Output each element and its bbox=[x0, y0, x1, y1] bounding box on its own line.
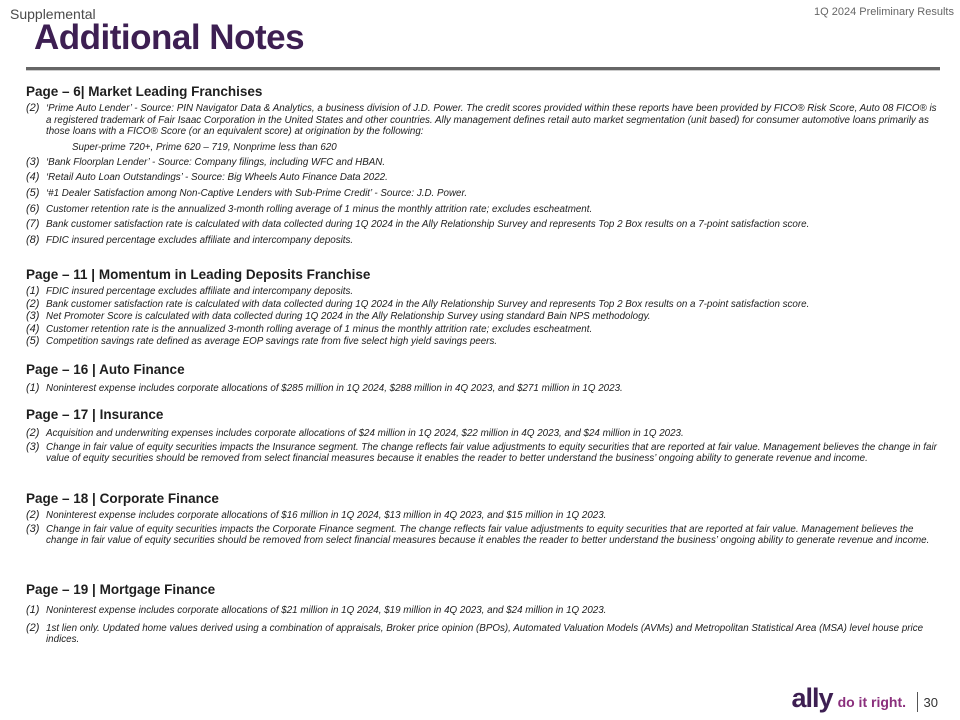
footnote bbox=[26, 324, 938, 336]
logo-wordmark: ally bbox=[791, 683, 833, 713]
section-heading: Page – 16 | Auto Finance bbox=[26, 362, 185, 377]
footnote-text: ‘Prime Auto Lender’ - Source: PIN Navigator Data & Analytics, a business division of J.D. Power. The credit scores provided within these reports have been provided by FICO® Risk Score, Auto 08 FICO® is a registered trademark of Fair Isaac Corporation in the United States and other countries. Ally management defines retail auto market segmentation (unit based) for consumer automotive loans primarily as those loans with a FICO® Score (or an equivalent score) at origination by the following: bbox=[46, 103, 937, 138]
footnote-text: Competition savings rate defined as average EOP savings rate from five select high yield savings peers. bbox=[46, 336, 498, 348]
footnote bbox=[26, 428, 938, 440]
footnote-text: Noninterest expense includes corporate allocations of $16 million in 1Q 2024, $13 million in 4Q 2023, and $15 million in 1Q 2023. bbox=[46, 510, 607, 521]
footnote-text: Noninterest expense includes corporate allocations of $285 million in 1Q 2024, $288 million in 4Q 2023, and $271 million in 1Q 2023. bbox=[46, 383, 623, 394]
page-title: Additional Notes bbox=[34, 18, 305, 57]
kicker: Supplemental bbox=[10, 6, 96, 22]
footnote-text: Net Promoter Score is calculated with data collected during 1Q 2024 in the Ally Relationship Survey using standard Bain NPS methodology. bbox=[46, 311, 651, 323]
footnote bbox=[26, 510, 938, 522]
footnote-text: Change in fair value of equity securities impacts the Insurance segment. The change reflects fair value adjustments to equity securities that are reported at fair value. Management believes the change in fair value of equity securities should be removed from select financial measures because it enables the reader to better understand the business’ ongoing ability to generate revenue and income. bbox=[46, 441, 937, 465]
footnote-text: ‘#1 Dealer Satisfaction among Non-Captive Lenders with Sub-Prime Credit’ - Source: J.D. Power. bbox=[46, 187, 468, 199]
footnote-text: FDIC insured percentage excludes affiliate and intercompany deposits. bbox=[46, 234, 354, 246]
results-label: 1Q 2024 Preliminary Results bbox=[813, 6, 954, 18]
footnote bbox=[26, 442, 938, 465]
footnote-text: ‘Retail Auto Loan Outstandings’ - Source: Big Wheels Auto Finance Data 2022. bbox=[46, 172, 388, 184]
footnote-number: (5) bbox=[26, 186, 40, 199]
footnote-number: (4) bbox=[26, 322, 40, 335]
footnote-number: (2) bbox=[26, 509, 40, 521]
footnote bbox=[26, 524, 938, 547]
score-ranges: Super-prime 720+, Prime 620 – 719, Nonprime less than 620 bbox=[72, 141, 337, 153]
footnote bbox=[26, 605, 938, 617]
ally-logo bbox=[792, 683, 906, 714]
footnote bbox=[26, 172, 938, 184]
footnote-text: Acquisition and underwriting expenses includes corporate allocations of $24 million in 1Q 2024, $22 million in 4Q 2023, and $24 million in 1Q 2023. bbox=[46, 428, 684, 439]
section-page-6 bbox=[26, 84, 938, 250]
logo-tagline: do it right. bbox=[837, 694, 906, 710]
footnote bbox=[26, 157, 938, 169]
title-divider bbox=[26, 67, 940, 70]
footnote bbox=[26, 235, 938, 247]
section-page-18 bbox=[26, 491, 938, 551]
footnote bbox=[26, 383, 938, 395]
section-heading: Page – 19 | Mortgage Finance bbox=[26, 582, 216, 597]
footnote-number: (4) bbox=[26, 171, 40, 184]
section-heading: Page – 17 | Insurance bbox=[26, 407, 164, 422]
footnote-number: (6) bbox=[26, 202, 40, 215]
footnote bbox=[26, 286, 938, 298]
footnote bbox=[26, 204, 938, 216]
footnote-number: (1) bbox=[26, 604, 40, 616]
footnote-number: (5) bbox=[26, 335, 40, 348]
footnote-text: Bank customer satisfaction rate is calculated with data collected during 1Q 2024 in the Ally Relationship Survey and represents Top 2 Box results on a 7-point satisfaction score. bbox=[46, 219, 810, 231]
footnote-text: Customer retention rate is the annualized 3-month rolling average of 1 minus the monthly attrition rate; excludes escheatment. bbox=[46, 203, 593, 215]
footnote-text: 1st lien only. Updated home values derived using a combination of appraisals, Broker price opinion (BPOs), Automated Valuation Models (AVMs) and Metropolitan Statistical Area (MSA) level house price indices. bbox=[46, 622, 924, 646]
footnote-number: (3) bbox=[26, 440, 40, 453]
footnote-number: (1) bbox=[26, 382, 40, 394]
footnote-number: (8) bbox=[26, 233, 40, 246]
section-page-17 bbox=[26, 407, 938, 469]
section-heading: Page – 6| Market Leading Franchises bbox=[26, 84, 263, 99]
footnote-text: Customer retention rate is the annualized 3-month rolling average of 1 minus the monthly attrition rate; excludes escheatment. bbox=[46, 323, 593, 335]
footnote-number: (2) bbox=[26, 297, 40, 310]
footnote-number: (7) bbox=[26, 218, 40, 231]
page-number: 30 bbox=[923, 695, 938, 710]
footnote-number: (3) bbox=[26, 155, 40, 168]
footnote-text: Change in fair value of equity securities impacts the Corporate Finance segment. The change reflects fair value adjustments to equity securities that are reported at fair value. Management believes the change in fair value of equity securities should be removed from select financial measures because it enables the reader to better understand the business’ ongoing ability to generate revenue and income. bbox=[46, 523, 930, 547]
section-page-16 bbox=[26, 362, 938, 399]
page-number-divider bbox=[917, 692, 918, 712]
footnote-number: (3) bbox=[26, 522, 40, 535]
footnote bbox=[26, 311, 938, 323]
section-heading: Page – 18 | Corporate Finance bbox=[26, 491, 219, 506]
footnote-text: FDIC insured percentage excludes affiliate and intercompany deposits. bbox=[46, 286, 354, 297]
footnote bbox=[26, 188, 938, 200]
section-heading: Page – 11 | Momentum in Leading Deposits Franchise bbox=[26, 267, 371, 282]
footnote-number: (2) bbox=[26, 102, 40, 114]
section-page-11 bbox=[26, 267, 938, 349]
footnote bbox=[26, 219, 938, 231]
footnote bbox=[26, 336, 938, 348]
footnote-text: ‘Bank Floorplan Lender’ - Source: Company filings, including WFC and HBAN. bbox=[46, 156, 386, 168]
footnote bbox=[26, 623, 938, 646]
footnote-number: (1) bbox=[26, 285, 40, 297]
footnote-text: Bank customer satisfaction rate is calculated with data collected during 1Q 2024 in the Ally Relationship Survey and represents Top 2 Box results on a 7-point satisfaction score. bbox=[46, 298, 810, 310]
section-page-19 bbox=[26, 582, 938, 650]
footnote bbox=[26, 299, 938, 311]
footnote-number: (3) bbox=[26, 310, 40, 323]
footnote-text: Noninterest expense includes corporate allocations of $21 million in 1Q 2024, $19 million in 4Q 2023, and $24 million in 1Q 2023. bbox=[46, 605, 607, 616]
footnote bbox=[26, 103, 938, 138]
footnote-number: (2) bbox=[26, 427, 40, 439]
footnote-number: (2) bbox=[26, 621, 40, 634]
